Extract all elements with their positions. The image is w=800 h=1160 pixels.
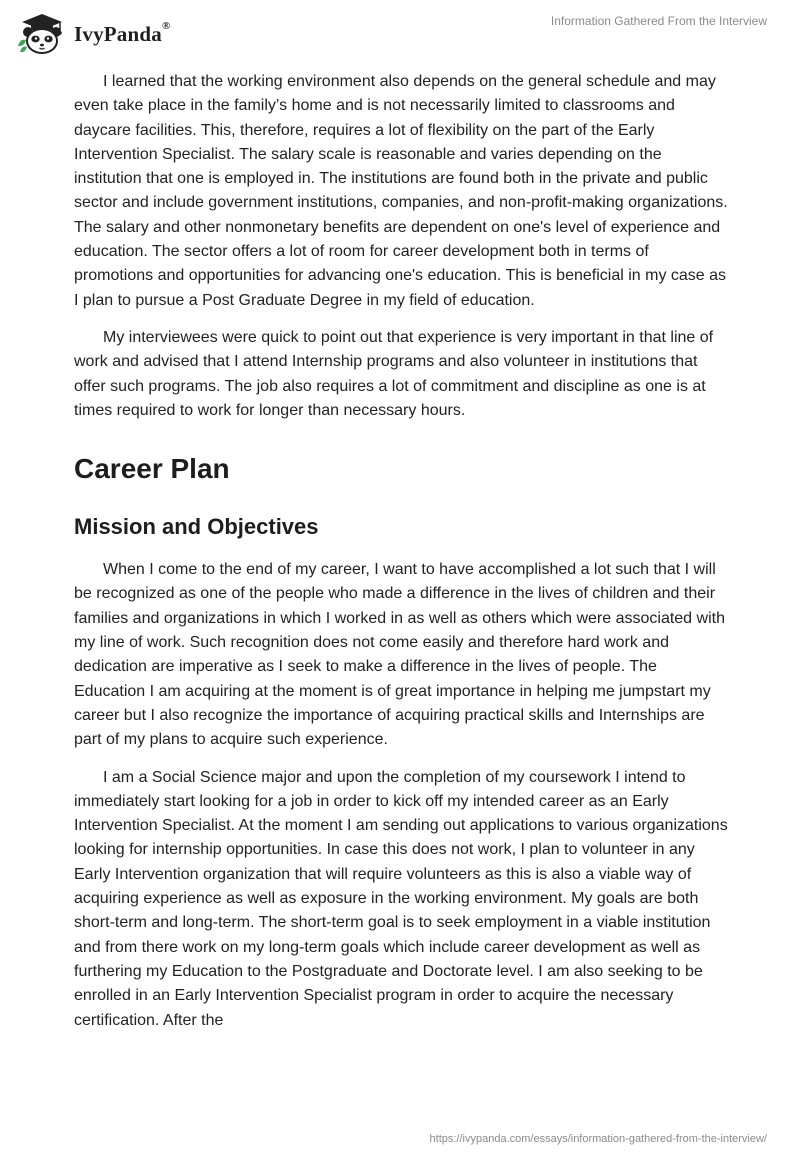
header-page-title: Information Gathered From the Interview bbox=[550, 14, 767, 28]
page-header bbox=[0, 0, 800, 62]
paragraph-working-environment: I learned that the working environment also depends on the general schedule and may even take place in the family’s home and is not necessarily limited to classrooms and daycare facilities. This, therefore, requires a lot of flexibility on the part of the Early Intervention Specialist. The salary scale is reasonable and varies depending on the institution that one is employed in. The institutions are found both in the private and public sector and include government institutions, companies, and non-profit-making organizations. The salary and other nonmonetary benefits are dependent on one's level of experience and education. The sector offers a lot of room for career development both in terms of promotions and opportunities for advancing one's education. This is beneficial in my case as I plan to pursue a Post Graduate Degree in my field of education. bbox=[74, 73, 728, 309]
paragraph-social-science-major: I am a Social Science major and upon the completion of my coursework I intend to immediately start looking for a job in order to kick off my intended career as an Early Intervention Specialist. At the moment I am sending out applications to various organizations looking for internship opportunities. In case this does not work, I plan to volunteer in any Early Intervention organization that will require volunteers as this is also a viable way of acquiring experience as well as exposure in the working environment. My goals are both short-term and long-term. The short-term goal is to seek employment in a viable institution and from there work on my long-term goals which include career development as well as furthering my Education to the Postgraduate and Doctorate level. I am also seeking to be enrolled in an Early Intervention Specialist program in order to acquire the necessary certification. After the bbox=[74, 768, 728, 1029]
panda-graduate-icon bbox=[14, 10, 70, 56]
heading-career-plan: Career Plan bbox=[74, 453, 230, 485]
paragraph-career-accomplishment: When I come to the end of my career, I want to have accomplished a lot such that I will be recognized as one of the people who made a difference in the lives of children and their families and organizations in which I worked in as well as others which were associated with my line of work. Such recognition does not come easily and therefore hard work and dedication are imperative as I seek to make a difference in the lives of people. The Education I am acquiring at the moment is of great importance in helping me jumpstart my career but I also recognize the importance of acquiring practical skills and Internships are part of my plans to acquire such experience. bbox=[74, 561, 725, 749]
ivypanda-logo[interactable] bbox=[14, 10, 170, 56]
source-url[interactable]: https://ivypanda.com/essays/information-gathered-from-the-interview/ bbox=[429, 1133, 767, 1145]
article-body bbox=[74, 70, 728, 1046]
paragraph-interviewees-advice: My interviewees were quick to point out that experience is very important in that line of work and advised that I attend Internship programs and also volunteer in institutions that offer such programs. The job also requires a lot of commitment and discipline as one is at times required to work for longer than necessary hours. bbox=[74, 328, 714, 419]
trademark-symbol: ® bbox=[161, 19, 171, 32]
heading-mission-objectives: Mission and Objectives bbox=[74, 514, 319, 540]
brand-name: IvyPanda® bbox=[74, 19, 171, 46]
